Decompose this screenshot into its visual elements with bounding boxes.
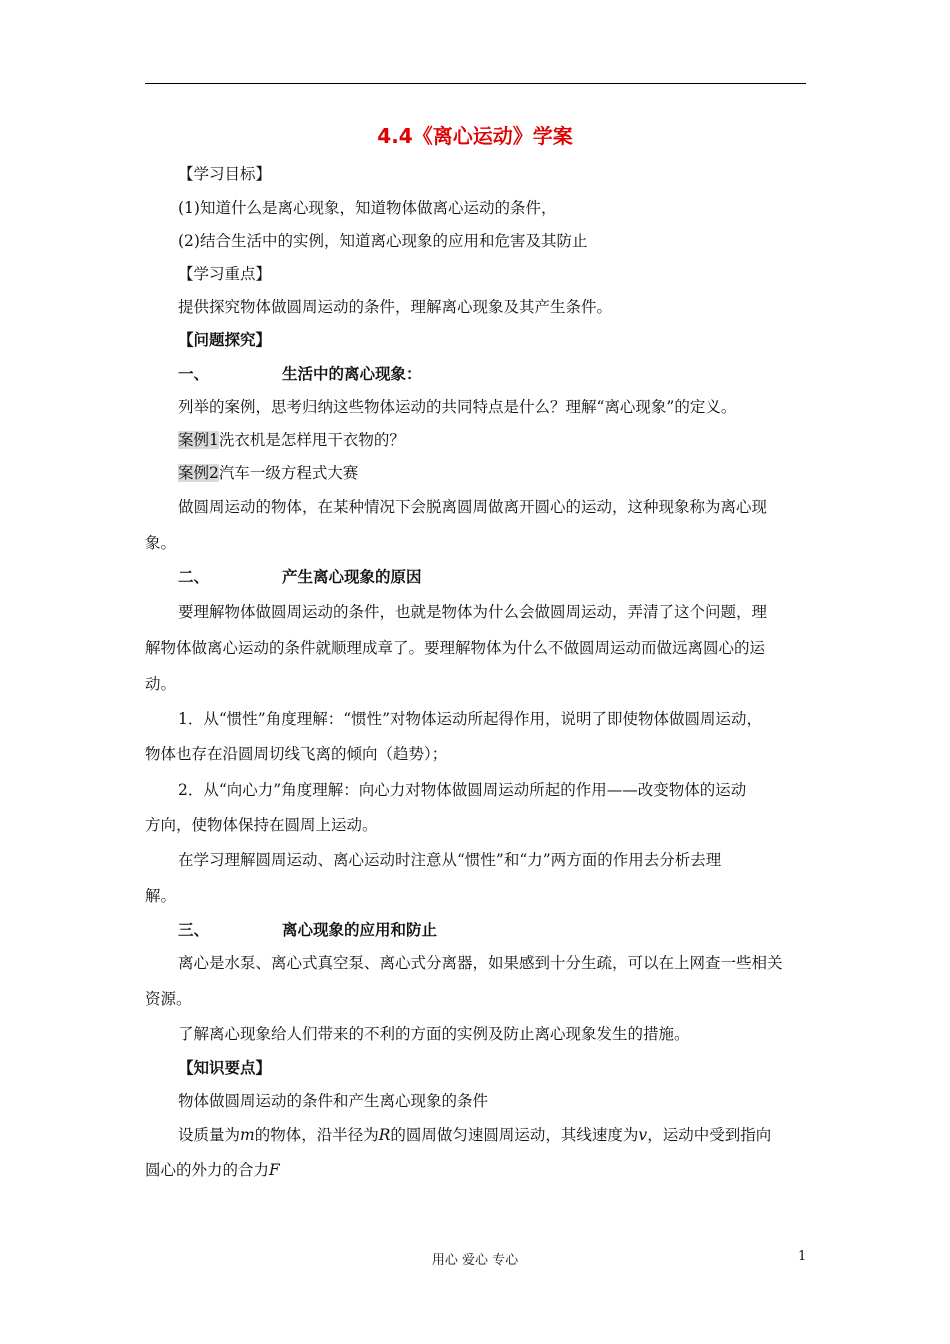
section-2-p3-line-2: 方向，使物体保持在圆周上运动。 bbox=[145, 816, 378, 834]
case-2-label: 案例2 bbox=[178, 464, 219, 482]
section-1-title: 生活中的离心现象： bbox=[282, 365, 422, 383]
section-3-heading bbox=[178, 920, 437, 940]
section-3-p1-line-1: 离心是水泵、离心式真空泵、离心式分离器，如果感到十分生疏，可以在上网查一些相关 bbox=[178, 954, 783, 972]
knowledge-p2-pre: 设质量为 bbox=[178, 1126, 241, 1144]
section-2-p4-line-2: 解。 bbox=[145, 887, 177, 905]
section-1-definition-line-2: 象。 bbox=[145, 534, 177, 552]
section-2-heading bbox=[178, 567, 422, 587]
case-2-text: 汽车一级方程式大赛 bbox=[218, 464, 359, 482]
knowledge-p1: 物体做圆周运动的条件和产生离心现象的条件 bbox=[178, 1092, 489, 1110]
page-footer: 用心 爱心 专心 bbox=[431, 1253, 519, 1268]
goals-header: 【学习目标】 bbox=[178, 165, 272, 183]
section-2-p2-line-2: 物体也存在沿圆周切线飞离的倾向（趋势）； bbox=[145, 745, 448, 763]
var-R: R bbox=[378, 1126, 391, 1144]
case-1-text: 洗衣机是怎样甩干衣物的？ bbox=[218, 431, 405, 449]
section-3-title: 离心现象的应用和防止 bbox=[282, 921, 438, 939]
focus-header: 【学习重点】 bbox=[178, 265, 272, 283]
var-F: F bbox=[269, 1161, 280, 1179]
knowledge-p3-pre: 圆心的外力的合力 bbox=[145, 1161, 270, 1179]
section-2-p2-line-1: 1．从“惯性”角度理解：“惯性”对物体运动所起得作用，说明了即使物体做圆周运动， bbox=[178, 710, 763, 728]
goal-2: (2)结合生活中的实例，知道离心现象的应用和危害及其防止 bbox=[178, 232, 588, 250]
section-1-number: 一、 bbox=[178, 365, 210, 383]
section-1-paragraph: 列举的案例，思考归纳这些物体运动的共同特点是什么？理解“离心现象”的定义。 bbox=[178, 398, 737, 416]
section-1-heading bbox=[178, 364, 422, 384]
knowledge-p2-mid1: 的物体，沿半径为 bbox=[254, 1126, 379, 1144]
section-1-definition-line-1: 做圆周运动的物体，在某种情况下会脱离圆周做离开圆心的运动，这种现象称为离心现 bbox=[178, 498, 768, 516]
section-2-number: 二、 bbox=[178, 568, 210, 586]
section-2-title: 产生离心现象的原因 bbox=[282, 568, 422, 586]
knowledge-p2-mid2: 的圆周做匀速圆周运动，其线速度为 bbox=[390, 1126, 639, 1144]
section-3-p2: 了解离心现象给人们带来的不利的方面的实例及防止离心现象发生的措施。 bbox=[178, 1025, 690, 1043]
header-rule bbox=[145, 83, 806, 84]
case-1-label: 案例1 bbox=[178, 431, 219, 449]
case-1 bbox=[178, 430, 405, 450]
section-2-p1-line-1: 要理解物体做圆周运动的条件，也就是物体为什么会做圆周运动，弄清了这个问题，理 bbox=[178, 603, 768, 621]
goal-1: (1)知道什么是离心现象，知道物体做离心运动的条件， bbox=[178, 199, 557, 217]
explore-header: 【问题探究】 bbox=[178, 331, 272, 349]
section-3-p1-line-2: 资源。 bbox=[145, 990, 192, 1008]
knowledge-p2 bbox=[178, 1125, 771, 1145]
knowledge-p3 bbox=[145, 1160, 280, 1180]
section-2-p4-line-1: 在学习理解圆周运动、离心运动时注意从“惯性”和“力”两方面的作用去分析去理 bbox=[178, 851, 722, 869]
knowledge-header: 【知识要点】 bbox=[178, 1059, 272, 1077]
section-3-number: 三、 bbox=[178, 921, 210, 939]
case-2 bbox=[178, 463, 358, 483]
page-title: 4.4《离心运动》学案 bbox=[377, 124, 573, 148]
focus-text: 提供探究物体做圆周运动的条件，理解离心现象及其产生条件。 bbox=[178, 298, 613, 316]
section-2-p1-line-3: 动。 bbox=[145, 675, 177, 693]
knowledge-p2-post: ，运动中受到指向 bbox=[647, 1126, 772, 1144]
section-2-p1-line-2: 解物体做离心运动的条件就顺理成章了。要理解物体为什么不做圆周运动而做远离圆心的运 bbox=[145, 639, 766, 657]
page-number: 1 bbox=[798, 1249, 807, 1264]
var-m: m bbox=[240, 1126, 255, 1144]
section-2-p3-line-1: 2．从“向心力”角度理解：向心力对物体做圆周运动所起的作用——改变物体的运动 bbox=[178, 781, 747, 799]
var-v: v bbox=[638, 1126, 648, 1144]
